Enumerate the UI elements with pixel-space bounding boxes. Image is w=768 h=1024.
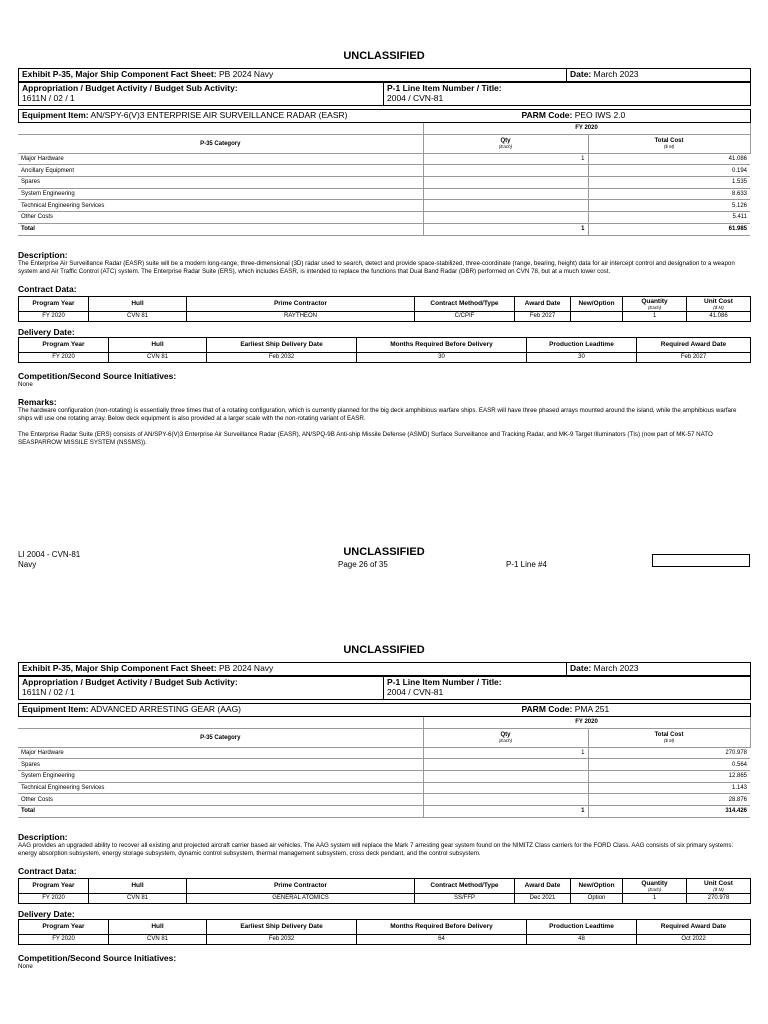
date-value: March 2023 <box>593 69 639 79</box>
approp-cell <box>19 677 384 700</box>
table-row: Other Costs 28.876 <box>18 794 750 806</box>
equipment-label: Equipment Item: <box>22 704 89 714</box>
approp-label: Appropriation / Budget Activity / Budget Sub Activity: <box>22 677 238 687</box>
contract-title: Contract Data: <box>18 283 77 294</box>
col-prime-contractor: Prime Contractor <box>187 878 415 893</box>
p1-cell <box>384 677 751 700</box>
table-row: FY 2020 CVN 81 Feb 2032 64 48 Oct 2022 <box>19 934 751 944</box>
col-program-year: Program Year <box>19 296 89 311</box>
total-row: Total 1 314.426 <box>18 806 750 818</box>
cost-header: Total Cost ($ M) <box>588 134 750 153</box>
col-award-date: Award Date <box>515 296 571 311</box>
p35-category-table <box>18 717 751 818</box>
approp-table <box>18 82 751 106</box>
competition-title: Competition/Second Source Initiatives: <box>18 370 177 381</box>
table-row: Technical Engineering Services 5.126 <box>18 200 750 212</box>
contract-title: Contract Data: <box>18 865 77 876</box>
col-prime-contractor: Prime Contractor <box>187 296 415 311</box>
approp-table <box>18 676 751 700</box>
date-cell <box>567 69 751 82</box>
parm-cell <box>519 110 751 123</box>
table-row: Ancillary Equipment 0.194 <box>18 165 750 177</box>
col-unit-cost: Unit Cost ($ M) <box>687 296 751 311</box>
description-text: The Enterprise Air Surveillance Radar (EASR) suite will be a modern long-range, three-dimensional (3D) radar used to search, detect and provide space-stabilized, three-coordinate (range, bearing, height) data for air intercept control and designation to a weapon system and Air Traffic Control (ATC) system. The Enterprise Radar Suite (ERS), which includes EASR, is intended to replace the functions that Dual Band Radar (DBR) performed on CVN 78, but at a much lower cost. <box>18 259 735 275</box>
cost-header: Total Cost ($ M) <box>588 728 750 747</box>
parm-value: PMA 251 <box>574 704 610 714</box>
date-value: March 2023 <box>593 663 639 673</box>
fact-sheet-page-2 <box>18 644 750 971</box>
parm-value: PEO IWS 2.0 <box>574 110 626 120</box>
delivery-table: Program Year Hull Earliest Ship Delivery Date Months Required Before Delivery Production Leadtime Required Award Date FY 2020 CVN 81 Feb 2032 64 48 Oct 2022 <box>18 919 751 945</box>
table-row: Major Hardware 1 41.086 <box>18 153 750 165</box>
table-row: FY 2020 CVN 81 RAYTHEON C/CPIF Feb 2027 1 41.086 <box>19 311 751 321</box>
total-row: Total 1 61.985 <box>18 223 750 235</box>
remarks-title: Remarks: <box>18 396 57 407</box>
p35-category-table <box>18 123 751 236</box>
header-table <box>18 662 751 676</box>
parm-cell <box>519 704 751 717</box>
table-row: System Engineering 8.633 <box>18 188 750 200</box>
col-contract-method: Contract Method/Type <box>415 878 515 893</box>
col-unit-cost: Unit Cost ($ M) <box>687 878 751 893</box>
page-footer <box>18 546 750 576</box>
approp-value: 1611N / 02 / 1 <box>22 687 75 697</box>
approp-label: Appropriation / Budget Activity / Budget Sub Activity: <box>22 83 238 93</box>
exhibit-cell <box>19 69 567 82</box>
footer-page-number: Page 26 of 35 <box>338 560 388 569</box>
classification-header: UNCLASSIFIED <box>343 644 425 656</box>
approp-cell <box>19 83 384 106</box>
col-hull: Hull <box>89 878 187 893</box>
description-title: Description: <box>18 831 68 842</box>
p1-cell <box>384 83 751 106</box>
equipment-table <box>18 703 751 717</box>
footer-p1-line: P-1 Line #4 <box>506 560 547 569</box>
p1-value: 2004 / CVN-81 <box>387 687 444 697</box>
delivery-table: Program Year Hull Earliest Ship Delivery Date Months Required Before Delivery Production Leadtime Required Award Date FY 2020 CVN 81 Feb 2032 30 30 Feb 2027 <box>18 337 751 363</box>
footer-box <box>652 554 750 567</box>
competition-text: None <box>18 962 33 970</box>
table-row: Major Hardware 1 270.978 <box>18 747 750 759</box>
equipment-value: AN/SPY-6(V)3 ENTERPRISE AIR SURVEILLANCE RADAR (EASR) <box>90 110 348 120</box>
col-quantity: Quantity (Each) <box>623 878 687 893</box>
col-program-year: Program Year <box>19 878 89 893</box>
competition-title: Competition/Second Source Initiatives: <box>18 952 177 963</box>
fy-header: FY 2020 <box>423 123 750 134</box>
p1-label: P-1 Line Item Number / Title: <box>387 83 502 93</box>
qty-header: Qty (Each) <box>423 134 588 153</box>
competition-text: None <box>18 380 33 388</box>
col-new-option: New/Option <box>571 878 623 893</box>
description-title: Description: <box>18 249 68 260</box>
equipment-value: ADVANCED ARRESTING GEAR (AAG) <box>90 704 242 714</box>
classification-header: UNCLASSIFIED <box>343 50 425 62</box>
exhibit-value: PB 2024 Navy <box>218 69 274 79</box>
col-award-date: Award Date <box>515 878 571 893</box>
footer-line-item: LI 2004 - CVN-81 <box>18 550 81 559</box>
table-row: FY 2020 CVN 81 Feb 2032 30 30 Feb 2027 <box>19 352 751 362</box>
description-text: AAG provides an upgraded ability to recover all existing and projected aircraft carrier based air vehicles. The AAG system will replace the Mark 7 arresting gear system found on the NIMITZ Class carriers for the FORD Class. AAG consists of six primary systems: energy absorption subsystem, energy storage subsystem, dynamic control subsystem, thermal management subsystem, cross deck pendant, and the control subsystem. <box>18 841 734 857</box>
table-row: Spares 1.535 <box>18 177 750 189</box>
date-cell <box>567 663 751 676</box>
table-row: Technical Engineering Services 1.143 <box>18 782 750 794</box>
contract-table <box>18 878 751 904</box>
equipment-label: Equipment Item: <box>22 110 89 120</box>
category-header: P-35 Category <box>18 134 423 153</box>
table-row: System Engineering 12.865 <box>18 771 750 783</box>
fact-sheet-page-1 <box>18 50 750 447</box>
parm-label: PARM Code: <box>521 110 573 120</box>
parm-label: PARM Code: <box>521 704 573 714</box>
equipment-table <box>18 109 751 123</box>
remarks-text-2: The Enterprise Radar Suite (ERS) consists of AN/SPY-6(V)3 Enterprise Air Surveillance Radar (EASR), AN/SPQ-9B Anti-ship Missile Defense (ASMD) Surface Surveillance and Tracking Radar, and MK-9 Target Illuminators (TIs) (now part of MK-57 NATO SEASPARROW MISSILE SYSTEM (NSSMS)). <box>18 430 713 446</box>
p1-value: 2004 / CVN-81 <box>387 93 444 103</box>
delivery-title: Delivery Date: <box>18 326 75 337</box>
category-header: P-35 Category <box>18 728 423 747</box>
remarks-text-1: The hardware configuration (non-rotating) is essentially three times that of a rotating configuration, which is currently planned for the big deck amphibious warfare ships. EASR will have three phased arrays mounted around the island, while the amphibious warfare ships will use one rotating array. Below deck equipment is also provided at a larger scale with the non-rotating variant of EASR. <box>18 406 737 422</box>
footer-navy: Navy <box>18 560 37 569</box>
exhibit-label: Exhibit P-35, Major Ship Component Fact Sheet: <box>22 69 217 79</box>
header-table <box>18 68 751 82</box>
col-contract-method: Contract Method/Type <box>415 296 515 311</box>
classification-footer: UNCLASSIFIED <box>343 546 425 558</box>
col-quantity: Quantity (Each) <box>623 296 687 311</box>
col-hull: Hull <box>89 296 187 311</box>
equipment-cell <box>19 704 519 717</box>
fy-header: FY 2020 <box>423 717 750 728</box>
delivery-title: Delivery Date: <box>18 908 75 919</box>
table-row: Spares 0.564 <box>18 759 750 771</box>
qty-header: Qty (Each) <box>423 728 588 747</box>
p1-label: P-1 Line Item Number / Title: <box>387 677 502 687</box>
exhibit-label: Exhibit P-35, Major Ship Component Fact Sheet: <box>22 663 217 673</box>
exhibit-cell <box>19 663 567 676</box>
approp-value: 1611N / 02 / 1 <box>22 93 75 103</box>
contract-table <box>18 296 751 322</box>
table-row: FY 2020 CVN 81 GENERAL ATOMICS SS/FFP Dec 2021 Option 1 270.978 <box>19 893 751 903</box>
date-label: Date: <box>570 663 592 673</box>
table-row: Other Costs 5.411 <box>18 212 750 224</box>
col-new-option: New/Option <box>571 296 623 311</box>
exhibit-value: PB 2024 Navy <box>218 663 274 673</box>
date-label: Date: <box>570 69 592 79</box>
equipment-cell <box>19 110 519 123</box>
